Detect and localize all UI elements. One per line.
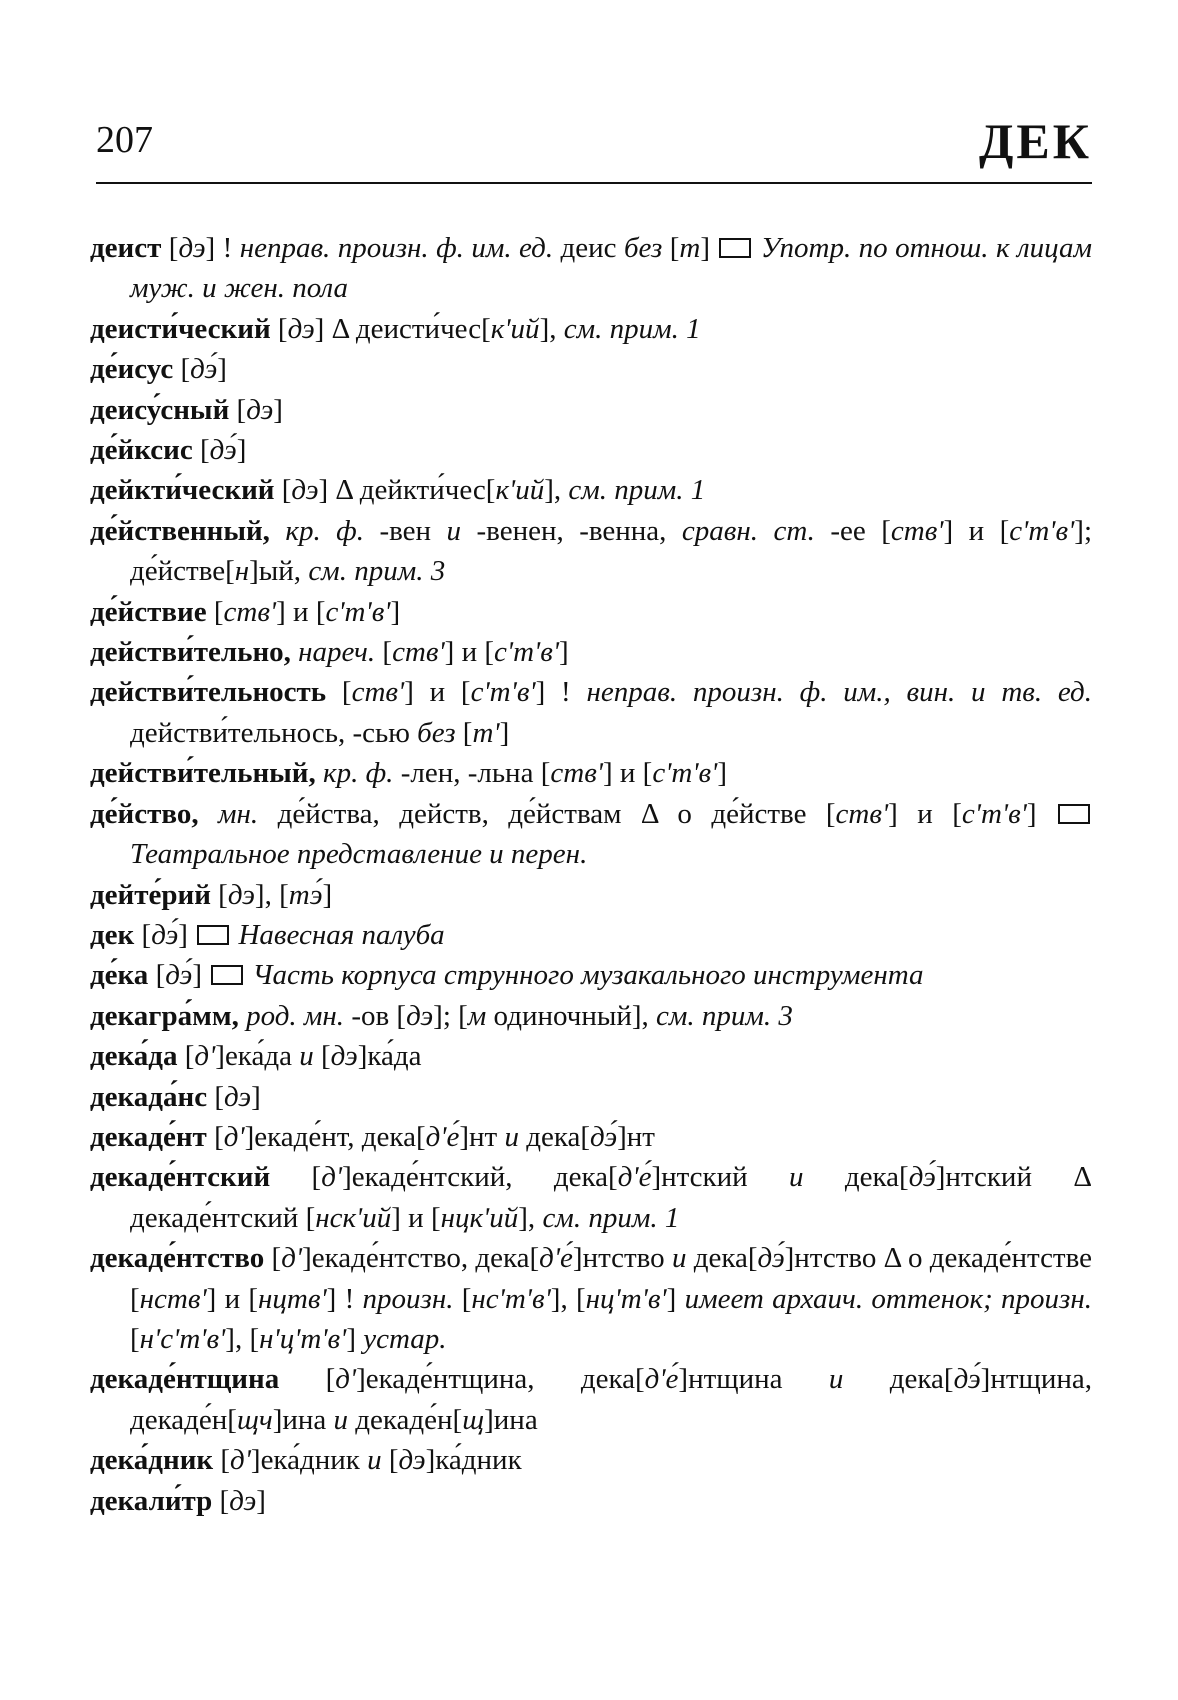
italic-note: дʹ: [321, 1161, 343, 1194]
entry-text: ]нтский: [651, 1161, 790, 1194]
entry-text: -вен: [364, 514, 447, 547]
italic-note: и: [671, 1242, 687, 1275]
headword: дейте́рий: [90, 878, 211, 911]
entry-text: ] !: [326, 1282, 363, 1315]
italic-note: произн.: [362, 1282, 454, 1315]
dictionary-entry-dekadentstvo: [90, 1238, 1092, 1359]
italic-note: дэ: [178, 232, 206, 264]
entry-text: [: [130, 1322, 140, 1355]
headword: действи́тельно,: [90, 636, 291, 669]
entry-text: ]ина: [484, 1403, 538, 1436]
dictionary-entry-deystvitelnyy: [90, 753, 1092, 793]
entry-text: ] и [: [206, 1282, 259, 1315]
entry-text: -венен, -венна,: [461, 514, 682, 547]
entry-text: -ов [: [344, 999, 407, 1032]
italic-note: кʹий: [490, 312, 540, 345]
italic-note: сʹтʹвʹ: [325, 595, 391, 628]
italic-note: дэ́: [165, 959, 193, 992]
entry-text: ]: [717, 757, 728, 790]
italic-note: дэ: [223, 1080, 252, 1113]
italic-note: см. прим. 1: [563, 312, 701, 345]
entry-text: ]: [322, 878, 333, 911]
entry-text: [: [192, 434, 210, 467]
dictionary-entry-dekadentshchina: [90, 1359, 1092, 1440]
entry-text: ]ека́да: [215, 1040, 300, 1073]
dictionary-entry-deyteriy: [90, 875, 1092, 915]
italic-note: мн.: [198, 797, 259, 830]
italic-note: нцкʹий: [440, 1201, 519, 1234]
italic-note: дэ: [229, 1484, 257, 1517]
entry-text: [: [173, 353, 191, 386]
italic-note: т: [679, 232, 701, 264]
entry-text: ]: [499, 716, 510, 749]
entry-text: ],: [544, 474, 569, 507]
headword: действи́тельный,: [90, 757, 316, 790]
entry-text: -ее [: [814, 514, 891, 547]
entry-text: [: [453, 1282, 472, 1315]
entry-text: [: [455, 716, 473, 749]
entry-text: ]нтство Δ о декаде́нтстве [: [130, 1242, 1093, 1315]
entry-text: ]нт: [617, 1120, 655, 1153]
italic-note: неправ. произн. ф. им., вин. и тв. ед.: [586, 676, 1092, 709]
italic-note: нцтвʹ: [258, 1282, 327, 1315]
dictionary-entry-dekadent: [90, 1117, 1092, 1157]
headword: де́исус: [90, 353, 174, 386]
headword: дек: [90, 918, 135, 951]
italic-note: нсʹтʹвʹ: [471, 1282, 551, 1315]
italic-note: Навесная палуба: [231, 918, 445, 951]
entry-text: [: [326, 676, 352, 709]
entry-text: ]нтство: [572, 1242, 672, 1275]
entry-text: деис: [553, 232, 624, 264]
page-number: 207: [96, 119, 153, 161]
italic-note: сʹтʹвʹ: [652, 757, 718, 790]
entry-text: ]: [192, 959, 210, 992]
headword: де́йство,: [90, 797, 199, 830]
dictionary-entry-dek: [90, 915, 1092, 955]
italic-note: дэ: [246, 393, 274, 426]
dictionary-entry-deystvitelno: [90, 632, 1092, 672]
italic-note: дэ́: [908, 1161, 936, 1194]
entry-text: [: [375, 636, 393, 669]
italic-note: ствʹ: [351, 676, 405, 709]
entry-text: ]екаде́нтский, дека[: [342, 1161, 618, 1194]
entry-text: дека[: [518, 1120, 591, 1153]
dictionary-entry-dekadentskiy: [90, 1157, 1092, 1238]
dictionary-entry-deisusnyy: [90, 390, 1092, 430]
dictionary-entry-deist: [90, 228, 1092, 309]
entry-text: дека[: [803, 1161, 909, 1194]
entry-text: ]нтщина: [678, 1363, 829, 1396]
entry-text: ]нтщина, декаде́н[: [130, 1363, 1092, 1436]
headword: декагра́мм,: [90, 999, 239, 1032]
dictionary-entry-dekagramm: [90, 996, 1092, 1036]
dictionary-entry-dekalitr: [90, 1481, 1092, 1521]
entry-text: [: [161, 232, 179, 264]
italic-note: ствʹ: [392, 636, 445, 669]
headword: де́йксис: [90, 434, 193, 467]
italic-note: нскʹий: [315, 1201, 392, 1234]
headword: декаде́нтство: [90, 1242, 265, 1275]
entry-text: [: [313, 1040, 331, 1073]
entry-text: [: [206, 595, 224, 628]
italic-note: дэ: [291, 474, 319, 507]
italic-note: дʹ: [223, 1120, 245, 1153]
headword: деист: [90, 232, 162, 264]
dictionary-entry-dekada: [90, 1036, 1092, 1076]
italic-note: тʹ: [472, 716, 500, 749]
italic-note: и: [504, 1120, 519, 1153]
meaning-box-icon: [197, 925, 229, 945]
page-header: [96, 112, 1092, 184]
entry-text: [: [206, 1120, 224, 1153]
entry-text: ],: [539, 312, 564, 345]
entry-text: одиночный],: [486, 999, 657, 1032]
italic-note: дэ́: [757, 1242, 785, 1275]
italic-note: сʹтʹвʹ: [961, 797, 1027, 830]
italic-note: кр. ф.: [315, 757, 394, 790]
dictionary-entry-deisticheskiy: [90, 309, 1092, 349]
italic-note: см. прим. 1: [542, 1201, 680, 1234]
entry-text: ]: [559, 636, 569, 669]
italic-note: ствʹ: [550, 757, 603, 790]
entry-text: ] Δ деисти́чес[: [314, 312, 491, 345]
italic-note: дэ: [287, 312, 315, 345]
dictionary-entry-deka: [90, 955, 1092, 995]
italic-note: дэ: [227, 878, 255, 911]
entry-text: [: [213, 1444, 231, 1477]
italic-note: нʹсʹтʹвʹ: [139, 1322, 226, 1355]
entry-text: ]: [256, 1484, 266, 1517]
entry-text: ]нт: [459, 1120, 505, 1153]
dictionary-entry-dekadans: [90, 1077, 1092, 1117]
headword: деису́сный: [90, 393, 230, 426]
headword: де́ка: [90, 959, 149, 992]
entry-text: ]: [217, 353, 227, 386]
dictionary-entry-deystvennyy: [90, 511, 1092, 592]
italic-note: нʹцʹтʹвʹ: [259, 1322, 347, 1355]
entry-text: ]екаде́нтство, дека[: [302, 1242, 540, 1275]
entry-text: -лен, -льна [: [393, 757, 551, 790]
headword: декаде́нтский: [90, 1161, 271, 1194]
entry-text: ]: [251, 1080, 261, 1113]
entry-text: ]: [700, 232, 718, 264]
italic-note: нствʹ: [139, 1282, 207, 1315]
headword: дека́дник: [90, 1444, 214, 1477]
italic-note: род. мн.: [238, 999, 345, 1032]
entry-text: [: [274, 474, 292, 507]
headword: де́йствие: [90, 595, 207, 628]
meaning-box-icon: [1058, 804, 1090, 824]
entry-text: ]: [273, 393, 283, 426]
headword: дека́да: [90, 1040, 178, 1073]
italic-note: дэ: [406, 999, 434, 1032]
entry-text: [: [210, 878, 228, 911]
italic-note: тэ́: [288, 878, 323, 911]
entry-text: [: [134, 918, 152, 951]
entry-text: декаде́н[: [348, 1403, 463, 1436]
italic-note: м: [467, 999, 487, 1032]
italic-note: см. прим. 3: [308, 555, 446, 588]
entry-text: ], [: [225, 1322, 260, 1355]
entry-text: [: [264, 1242, 282, 1275]
italic-note: см. прим. 1: [568, 474, 706, 507]
entry-text: [: [148, 959, 166, 992]
entry-text: ]ина: [272, 1403, 334, 1436]
italic-note: н: [234, 555, 250, 588]
headword: действи́тельность: [90, 676, 327, 709]
headword: декаде́нт: [90, 1120, 207, 1153]
italic-note: дэ́: [953, 1363, 981, 1396]
entry-text: ]: [1026, 797, 1056, 830]
entry-text: ], [: [550, 1282, 586, 1315]
entry-text: ]; [: [433, 999, 468, 1032]
italic-note: имеет архаич. оттенок; произн.: [684, 1282, 1092, 1315]
entry-text: ]; де́йстве[: [130, 514, 1093, 588]
italic-note: кр. ф.: [269, 514, 365, 547]
italic-note: и: [789, 1161, 804, 1194]
entry-text: ]: [178, 918, 196, 951]
entry-text: ],: [518, 1201, 543, 1234]
entry-text: ] !: [535, 676, 587, 709]
dictionary-entry-deyksis: [90, 430, 1092, 470]
dictionary-entry-deystvie: [90, 592, 1092, 632]
italic-note: и: [367, 1444, 382, 1477]
italic-note: дʹ: [230, 1444, 251, 1477]
entry-text: ]: [236, 434, 247, 467]
entry-text: ] !: [205, 232, 240, 264]
entry-text: ]екаде́нт, дека[: [244, 1120, 426, 1153]
entry-text: [: [207, 1080, 224, 1113]
meaning-box-icon: [719, 238, 751, 258]
entry-text: ] и [: [943, 514, 1010, 547]
italic-note: кʹий: [495, 474, 545, 507]
entry-text: [: [270, 312, 288, 345]
dictionary-entry-deykticheskiy: [90, 470, 1092, 510]
italic-note: и: [333, 1403, 349, 1436]
italic-note: дэ́: [209, 434, 237, 467]
entry-text: [: [279, 1363, 336, 1396]
italic-note: сʹтʹвʹ: [494, 636, 560, 669]
entry-text: дека[: [686, 1242, 758, 1275]
italic-note: дэ: [330, 1040, 358, 1073]
meaning-box-icon: [211, 965, 243, 985]
entry-text: ]нтский Δ декаде́нтский [: [130, 1161, 1092, 1234]
entry-text: ] и [: [391, 1201, 441, 1234]
entry-text: [: [177, 1040, 195, 1073]
entry-text: [: [270, 1161, 322, 1194]
entry-text: [: [212, 1484, 230, 1517]
dictionary-entry-dekadnik: [90, 1440, 1092, 1480]
italic-note: Употр. по отнош. к лицам муж. и жен. пола: [130, 232, 1092, 305]
italic-note: дʹе́: [617, 1161, 652, 1194]
italic-note: и: [299, 1040, 314, 1073]
italic-note: дʹ: [281, 1242, 303, 1275]
entry-text: ]: [346, 1322, 364, 1355]
entry-text: ] и [: [276, 595, 326, 628]
italic-note: дэ́: [590, 1120, 618, 1153]
italic-note: сʹтʹвʹ: [470, 676, 536, 709]
entry-text: ]ка́да: [357, 1040, 422, 1073]
italic-note: Театральное представление и перен.: [130, 838, 588, 871]
headword: декали́тр: [90, 1484, 213, 1517]
italic-note: дʹе́: [425, 1120, 460, 1153]
entry-text: ] и [: [888, 797, 962, 830]
italic-note: неправ. произн. ф. им. ед.: [239, 232, 554, 264]
italic-note: дэ́: [190, 353, 218, 386]
italic-note: дэ́: [151, 918, 179, 951]
headword: дейкти́ческий: [90, 474, 275, 507]
running-head: ДЕК: [978, 113, 1092, 169]
italic-note: ствʹ: [835, 797, 889, 830]
entry-text: ]: [390, 595, 401, 628]
italic-note: дэ: [398, 1444, 426, 1477]
italic-note: см. прим. 3: [656, 999, 793, 1032]
italic-note: устар.: [363, 1322, 447, 1355]
headword: де́йственный,: [90, 514, 270, 547]
dictionary-entry-deystvo: [90, 794, 1092, 875]
dictionary-entry-deisus: [90, 349, 1092, 389]
italic-note: и: [828, 1363, 844, 1396]
headword: деисти́ческий: [90, 312, 271, 345]
entry-text: действи́тельнось, -сью: [130, 716, 418, 749]
italic-note: без: [417, 716, 456, 749]
italic-note: ствʹ: [890, 514, 944, 547]
entry-text: ] Δ дейкти́чес[: [318, 474, 496, 507]
entry-text: ] и [: [404, 676, 471, 709]
entry-text: [: [229, 393, 247, 426]
entry-text: ], [: [254, 878, 289, 911]
italic-note: без: [623, 232, 663, 264]
entry-text: ] и [: [602, 757, 653, 790]
entry-text: ]: [666, 1282, 685, 1315]
dictionary-entry-deystvitelnost: [90, 672, 1092, 753]
italic-note: Часть корпуса струнного музакального инструмента: [245, 959, 924, 992]
entry-text: ] и [: [444, 636, 495, 669]
italic-note: нареч.: [290, 636, 376, 669]
italic-note: ствʹ: [223, 595, 277, 628]
italic-note: дʹ: [335, 1363, 357, 1396]
italic-note: сравн. ст.: [681, 514, 815, 547]
headword: декаде́нтщина: [90, 1363, 280, 1396]
entry-text: ]ека́дник: [250, 1444, 368, 1477]
entry-text: дека[: [843, 1363, 954, 1396]
italic-note: и: [446, 514, 462, 547]
italic-note: дʹ: [194, 1040, 216, 1073]
entry-text: ]екаде́нтщина, дека[: [356, 1363, 645, 1396]
entry-text: [: [381, 1444, 399, 1477]
headword: декада́нс: [90, 1080, 208, 1113]
entry-text: де́йства, действ, де́йствам Δ о де́йстве [: [258, 797, 836, 830]
entry-text: ]ка́дник: [425, 1444, 522, 1477]
italic-note: нцʹтʹвʹ: [585, 1282, 667, 1315]
italic-note: дʹе́: [644, 1363, 679, 1396]
entry-text: [: [662, 232, 680, 264]
italic-note: щ: [462, 1403, 485, 1436]
italic-note: дʹе́: [539, 1242, 573, 1275]
italic-note: щч: [236, 1403, 273, 1436]
entry-text: ]ый,: [249, 555, 309, 588]
italic-note: сʹтʹвʹ: [1009, 514, 1075, 547]
dictionary-entries: [90, 228, 1092, 1521]
